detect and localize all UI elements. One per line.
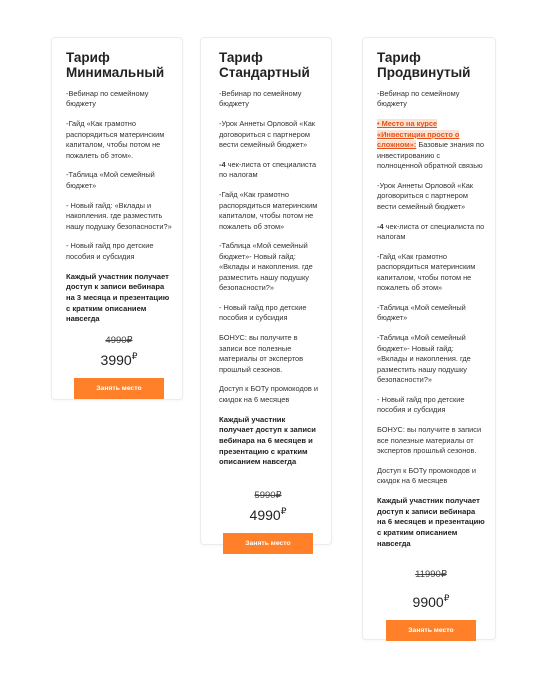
feature-count: -4	[219, 160, 226, 170]
currency-sign: ₽	[131, 350, 138, 361]
access-note: Каждый участник получает доступ к записи вебинара на 3 месяца и презентацию с кратким описанием навсегда	[66, 271, 170, 324]
pricing-card	[51, 37, 183, 400]
access-note: Каждый участник получает доступ к записи вебинара на 6 месяцев и презентацию с кратким описанием навсегда	[377, 496, 485, 548]
price-value: 3990	[100, 351, 132, 368]
feature-item	[377, 333, 485, 385]
feature-text: - Новый гайд про детские пособия и субсидия	[219, 303, 307, 323]
course-link[interactable]: • Место на курсе «Инвестиции просто о сложном»:	[377, 119, 460, 150]
feature-text: -Вебинар по семейному бюджету	[66, 89, 149, 109]
feature-text: чек-листа от специалиста по налогам	[377, 221, 485, 241]
current-price	[215, 507, 321, 523]
old-price: 5990₽	[254, 489, 282, 501]
feature-text: Базовые знания по инвестированию с полноценной обратной связью	[377, 140, 485, 170]
price-block	[66, 335, 172, 399]
feature-item	[377, 119, 485, 171]
access-note: Каждый участник получает доступ к записи вебинара на 6 месяцев и презентацию с кратким описанием навсегда	[219, 414, 316, 467]
feature-text: - Новый гайд: «Вклады и накопления. где разместить нашу подушку безопасности?»	[66, 200, 172, 231]
feature-item	[66, 119, 172, 161]
price-block	[377, 569, 485, 641]
feature-text: -Таблица «Мой семейный бюджет»- Новый гайд: «Вклады и накопления. где разместить нашу подушку безопасности?»	[377, 333, 471, 384]
feature-list	[66, 89, 172, 262]
feature-text: БОНУС: вы получите в записи все полезные материалы от экспертов прошлый сезонов.	[219, 333, 304, 374]
feature-text: Доступ к БОТу промокодов и скидок на 6 месяцев	[219, 384, 318, 404]
feature-text: -Вебинар по семейному бюджету	[377, 89, 460, 109]
book-place-button[interactable]: Занять место	[386, 620, 476, 641]
feature-item	[219, 160, 321, 181]
old-price: 11990₽	[415, 569, 447, 581]
feature-text: -Гайд «Как грамотно распорядиться материнским капиталом, чтобы потом не пожалеть об этом»	[219, 190, 318, 231]
feature-item	[377, 303, 485, 324]
feature-text: - Новый гайд про детские пособия и субсидия	[377, 394, 465, 415]
price-value: 9900	[412, 594, 444, 611]
feature-text: - Новый гайд про детские пособия и субсидия	[66, 241, 154, 261]
current-price	[66, 352, 172, 368]
price-value: 4990	[249, 506, 281, 523]
book-place-button[interactable]: Занять место	[74, 378, 164, 399]
feature-text: -Урок Аннеты Орловой «Как договориться с партнером вести семейный бюджет»	[377, 180, 474, 211]
feature-item	[219, 333, 321, 375]
feature-list	[215, 89, 321, 405]
feature-item	[219, 384, 321, 405]
feature-text: -Таблица «Мой семейный бюджет»	[377, 303, 466, 323]
feature-item	[219, 241, 321, 293]
currency-sign: ₽	[443, 593, 450, 604]
pricing-card	[362, 37, 496, 640]
feature-item	[377, 252, 485, 294]
plan-title: Тариф Минимальный	[66, 50, 165, 80]
feature-text: БОНУС: вы получите в записи все полезные материалы от экспертов прошлый сезонов.	[377, 425, 482, 455]
feature-item	[66, 170, 172, 191]
feature-item	[66, 201, 172, 232]
feature-count: -4	[377, 221, 384, 231]
old-price: 4990₽	[105, 334, 133, 346]
feature-item	[377, 395, 485, 416]
feature-item	[377, 181, 485, 212]
feature-text: -Вебинар по семейному бюджету	[219, 89, 302, 109]
feature-item	[377, 466, 485, 487]
price-block	[215, 490, 321, 554]
feature-item	[219, 190, 321, 232]
currency-sign: ₽	[280, 505, 287, 516]
feature-text: -Гайд «Как грамотно распорядиться материнским капиталом, чтобы потом не пожалеть об этом».	[66, 119, 165, 160]
current-price	[377, 594, 485, 610]
feature-text: -Урок Аннеты Орловой «Как договориться с партнером вести семейный бюджет»	[219, 119, 316, 150]
feature-text: -Таблица «Мой семейный бюджет»	[66, 170, 155, 190]
feature-item	[66, 89, 172, 110]
feature-item	[377, 89, 485, 110]
feature-text: -Гайд «Как грамотно распорядиться материнским капиталом, чтобы потом не пожалеть об этом»	[377, 251, 476, 293]
feature-text: чек-листа от специалиста по налогам	[219, 160, 317, 180]
feature-item	[66, 241, 172, 262]
feature-list	[377, 89, 485, 487]
plan-title: Тариф Продвинутый	[377, 50, 471, 80]
feature-item	[377, 222, 485, 243]
feature-item	[219, 119, 321, 150]
book-place-button[interactable]: Занять место	[223, 533, 313, 554]
feature-item	[377, 425, 485, 456]
plan-title: Тариф Стандартный	[219, 50, 310, 80]
feature-item	[219, 89, 321, 110]
feature-item	[219, 303, 321, 324]
feature-text: -Таблица «Мой семейный бюджет»- Новый гайд: «Вклады и накопления. где разместить нашу подушку безопасности?»	[219, 241, 313, 293]
pricing-card	[200, 37, 332, 545]
feature-text: Доступ к БОТу промокодов и скидок на 6 месяцев	[377, 465, 476, 486]
